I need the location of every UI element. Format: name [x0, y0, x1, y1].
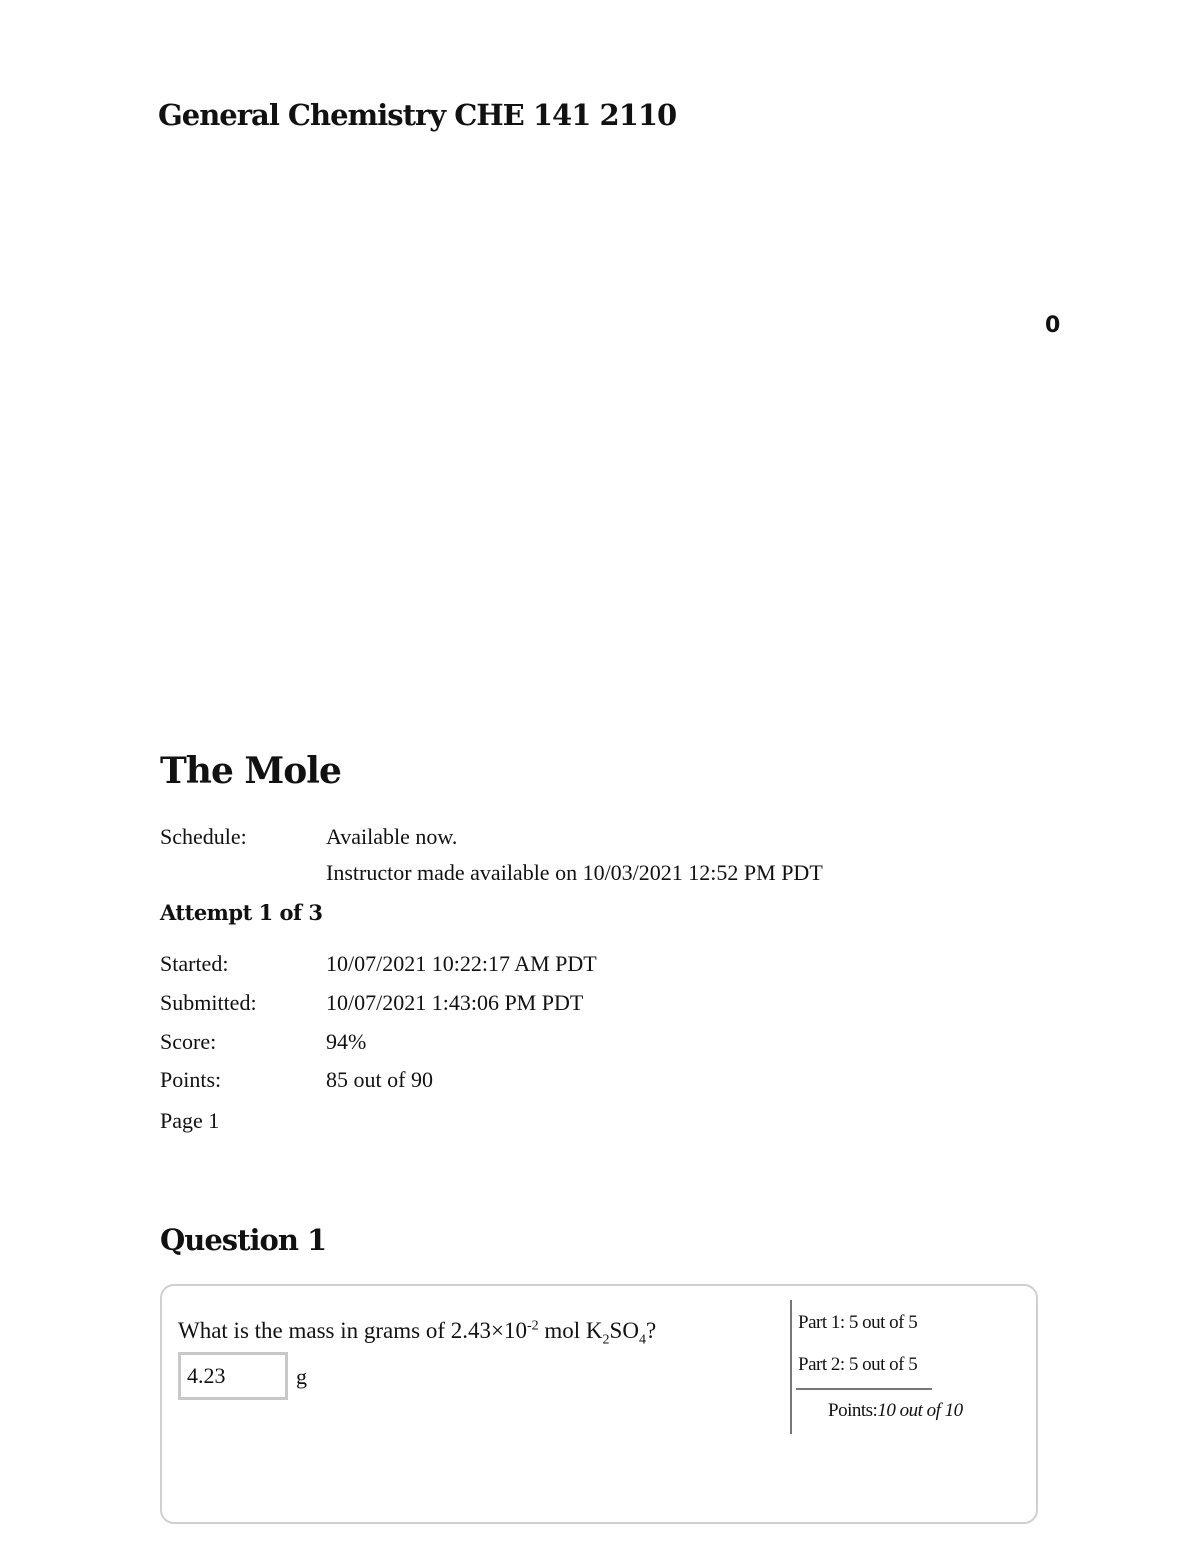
- question-text-prefix: What is the mass in grams of 2.43×10: [178, 1318, 527, 1343]
- question-text: [178, 1318, 656, 1349]
- question-points: [828, 1400, 963, 1422]
- question-points-value: 10 out of 10: [877, 1400, 963, 1421]
- part-2-score: Part 2: 5 out of 5: [798, 1354, 918, 1375]
- corner-number: 0: [1045, 313, 1061, 338]
- submitted-value: 10/07/2021 1:43:06 PM PDT: [326, 990, 584, 1015]
- score-value: 94%: [326, 1029, 367, 1054]
- submitted-label: Submitted:: [160, 990, 257, 1015]
- answer-unit: g: [296, 1364, 307, 1389]
- assignment-title: The Mole: [160, 750, 341, 792]
- score-divider: [796, 1388, 932, 1390]
- question-subscript-k: 2: [602, 1332, 610, 1348]
- schedule-value: Available now.: [326, 824, 458, 849]
- part-1-score: Part 1: 5 out of 5: [798, 1312, 918, 1333]
- page-label: Page 1: [160, 1108, 220, 1133]
- question-text-suffix: ?: [645, 1318, 657, 1343]
- points-value: 85 out of 90: [326, 1067, 433, 1092]
- question-text-mid: mol K: [538, 1318, 603, 1343]
- schedule-note: Instructor made available on 10/03/2021 12:52 PM PDT: [326, 860, 823, 885]
- question-heading: Question 1: [160, 1223, 327, 1257]
- points-label: Points:: [160, 1067, 222, 1092]
- started-value: 10/07/2021 10:22:17 AM PDT: [326, 951, 597, 976]
- score-label: Score:: [160, 1029, 217, 1054]
- answer-input[interactable]: [178, 1352, 288, 1400]
- score-panel: [790, 1300, 992, 1434]
- question-box: [160, 1284, 1038, 1524]
- question-subscript-o: 4: [638, 1332, 646, 1348]
- course-title: General Chemistry CHE 141 2110: [158, 98, 677, 132]
- question-exponent: -2: [526, 1318, 539, 1334]
- question-points-label: Points:: [828, 1400, 878, 1421]
- schedule-label: Schedule:: [160, 824, 247, 849]
- started-label: Started:: [160, 951, 229, 976]
- question-text-so: SO: [609, 1318, 639, 1343]
- attempt-label: Attempt 1 of 3: [160, 900, 323, 925]
